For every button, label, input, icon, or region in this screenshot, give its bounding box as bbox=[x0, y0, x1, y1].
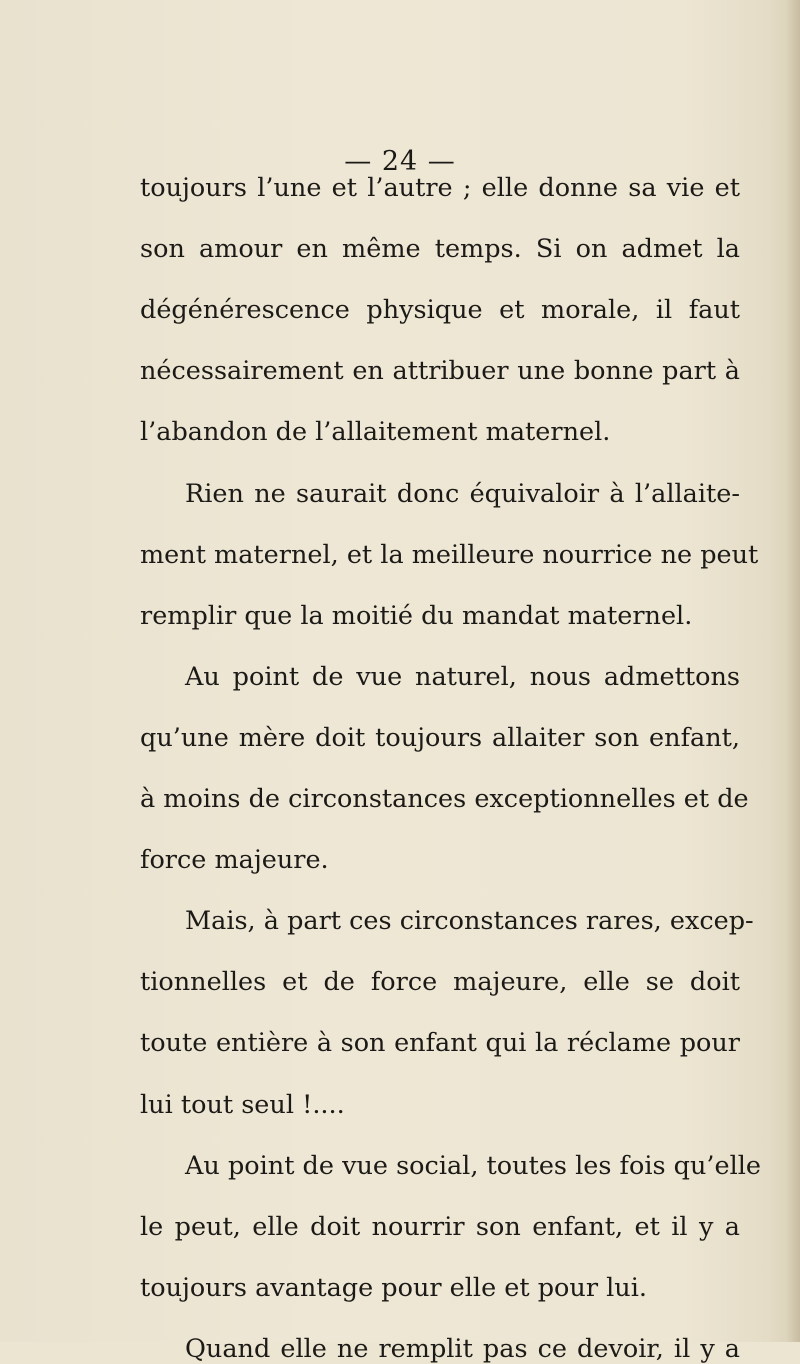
text-line: toute entière à son enfant qui la réclame pour bbox=[140, 1028, 740, 1058]
text-line: Au point de vue naturel, nous admettons bbox=[185, 662, 740, 692]
text-line: remplir que la moitié du mandat maternel. bbox=[140, 601, 693, 631]
text-line: dégénérescence physique et morale, il faut bbox=[140, 295, 740, 325]
text-line: Rien ne saurait donc équivaloir à l’allaite- bbox=[185, 479, 740, 509]
text-line: tionnelles et de force majeure, elle se doit bbox=[140, 967, 740, 997]
text-line: lui tout seul !.... bbox=[140, 1090, 345, 1120]
text-line: son amour en même temps. Si on admet la bbox=[140, 234, 740, 264]
text-line: nécessairement en attribuer une bonne part à bbox=[140, 356, 740, 386]
text-line: le peut, elle doit nourrir son enfant, et il y a bbox=[140, 1212, 740, 1242]
text-line: Quand elle ne remplit pas ce devoir, il y a bbox=[185, 1334, 740, 1364]
page-edge-shadow bbox=[786, 0, 800, 1342]
text-line: l’abandon de l’allaitement maternel. bbox=[140, 417, 611, 447]
text-line: Au point de vue social, toutes les fois qu’elle bbox=[185, 1151, 762, 1181]
text-line: toujours avantage pour elle et pour lui. bbox=[140, 1273, 647, 1303]
text-line: force majeure. bbox=[140, 845, 329, 875]
text-line: à moins de circonstances exceptionnelles et de bbox=[140, 784, 749, 814]
text-line: qu’une mère doit toujours allaiter son enfant, bbox=[140, 723, 740, 753]
text-line: toujours l’une et l’autre ; elle donne sa vie et bbox=[140, 173, 740, 203]
text-line: ment maternel, et la meilleure nourrice ne peut bbox=[140, 540, 759, 570]
text-line: Mais, à part ces circonstances rares, excep- bbox=[185, 906, 754, 936]
page-number: — 24 — bbox=[344, 146, 456, 177]
